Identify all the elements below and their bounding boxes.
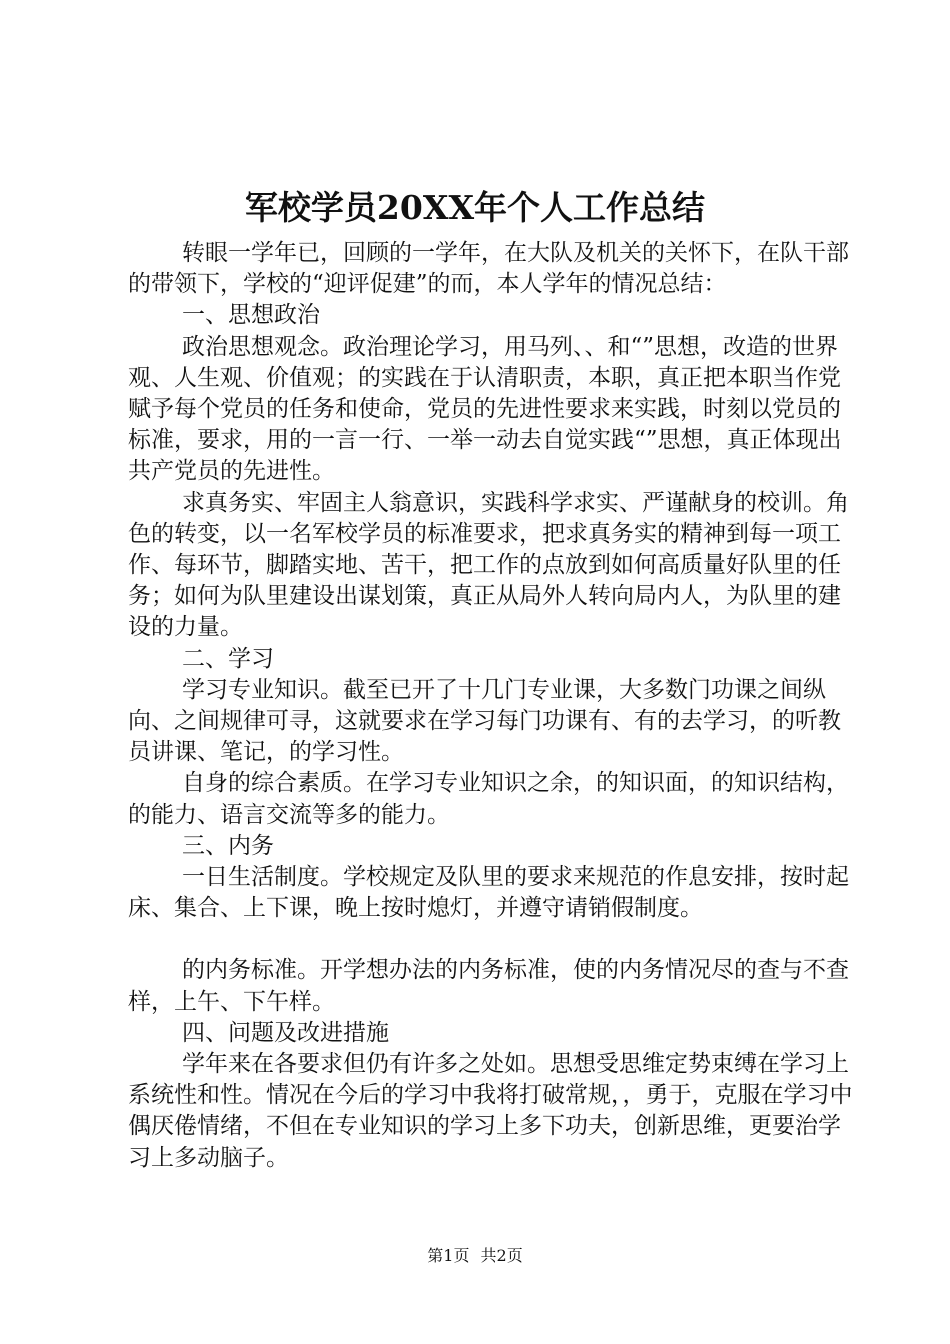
document-body xyxy=(128,238,856,1174)
section-heading-politics: 一、思想政治 xyxy=(182,302,320,329)
section-heading-issues: 四、问题及改进措施 xyxy=(182,1019,389,1046)
paragraph-affairs-1: 一日生活制度。学校规定及队里的要求来规范的作息安排，按时起床、集合、上下课，晚上按时熄灯，并遵守请销假制度。 xyxy=(128,864,849,922)
paragraph-intro: 转眼一学年已，回顾的一学年，在大队及机关的关怀下，在队干部的带领下，学校的“迎评促建”的而，本人学年的情况总结： xyxy=(128,240,849,298)
paragraph-study-2: 自身的综合素质。在学习专业知识之余，的知识面，的知识结构，的能力、语言交流等多的能力。 xyxy=(128,770,849,828)
section-heading-affairs: 三、内务 xyxy=(182,832,274,859)
paragraph-politics-1: 政治思想观念。政治理论学习，用马列、、和“”思想，改造的世界观、人生观、价值观；的实践在于认清职责，本职，真正把本职当作党赋予每个党员的任务和使命，党员的先进性要求来实践，时刻以党员的标准，要求，用的一言一行、一举一动去自觉实践“”思想，真正体现出共产党员的先进性。 xyxy=(128,333,842,485)
page-number: 第1页 xyxy=(427,1246,470,1265)
paragraph-study-1: 学习专业知识。截至已开了十几门专业课，大多数门功课之间纵向、之间规律可寻，这就要求在学习每门功课有、有的去学习，的听教员讲课、笔记，的学习性。 xyxy=(128,676,841,766)
paragraph-issues-1: 学年来在各要求但仍有许多之处如。思想受思维定势束缚在学习上系统性和性。情况在今后的学习中我将打破常规，，勇于，克服在学习中偶厌倦情绪，不但在专业知识的学习上多下功夫，创新思维，更要治学习上多动脑子。 xyxy=(128,1051,853,1171)
page-footer xyxy=(0,1244,950,1268)
document-title: 军校学员20XX年个人工作总结 xyxy=(244,188,706,227)
blank-line xyxy=(128,924,856,955)
paragraph-affairs-2: 的内务标准。开学想办法的内务标准，使的内务情况尽的查与不查样，上午、下午样。 xyxy=(128,957,849,1015)
paragraph-politics-2: 求真务实、牢固主人翁意识，实践科学求实、严谨献身的校训。角色的转变，以一名军校学员的标准要求，把求真务实的精神到每一项工作、每环节，脚踏实地、苦干，把工作的点放到如何高质量好队里的任务；如何为队里建设出谋划策，真正从局外人转向局内人，为队里的建设的力量。 xyxy=(128,489,849,641)
page-total: 共2页 xyxy=(480,1246,523,1265)
section-heading-study: 二、学习 xyxy=(182,645,274,672)
